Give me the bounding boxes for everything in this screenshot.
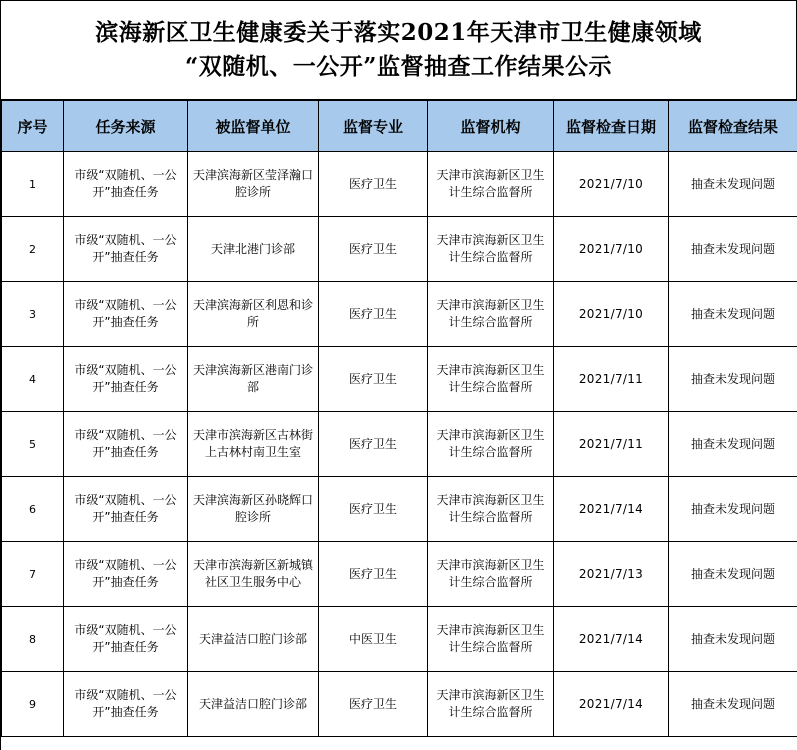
cell-index[interactable]: 7: [2, 542, 64, 607]
cell-supervised-unit[interactable]: 天津滨海新区孙晓辉口腔诊所: [188, 477, 319, 542]
header-row: [2, 101, 797, 152]
header-inspection-result: 监督检查结果: [669, 101, 797, 152]
cell-agency[interactable]: 天津市滨海新区卫生计生综合监督所: [428, 477, 554, 542]
table-row: [2, 347, 797, 412]
cell-date[interactable]: 2021/7/11: [554, 347, 669, 412]
cell-task-source[interactable]: 市级“双随机、一公开”抽查任务: [64, 477, 188, 542]
results-table: [1, 100, 797, 737]
cell-date[interactable]: 2021/7/14: [554, 607, 669, 672]
cell-date[interactable]: 2021/7/10: [554, 152, 669, 217]
cell-supervised-unit[interactable]: 天津市滨海新区古林街上古林村南卫生室: [188, 412, 319, 477]
table-row: [2, 672, 797, 737]
cell-task-source[interactable]: 市级“双随机、一公开”抽查任务: [64, 607, 188, 672]
cell-specialty[interactable]: 医疗卫生: [319, 542, 428, 607]
cell-task-source[interactable]: 市级“双随机、一公开”抽查任务: [64, 282, 188, 347]
cell-agency[interactable]: 天津市滨海新区卫生计生综合监督所: [428, 282, 554, 347]
cell-agency[interactable]: 天津市滨海新区卫生计生综合监督所: [428, 412, 554, 477]
header-agency: 监督机构: [428, 101, 554, 152]
cell-index[interactable]: 4: [2, 347, 64, 412]
title-line-1: 滨海新区卫生健康委关于落实2021年天津市卫生健康领域: [95, 19, 702, 46]
cell-task-source[interactable]: 市级“双随机、一公开”抽查任务: [64, 412, 188, 477]
cell-supervised-unit[interactable]: 天津滨海新区利恩和诊所: [188, 282, 319, 347]
cell-index[interactable]: 6: [2, 477, 64, 542]
cell-date[interactable]: 2021/7/14: [554, 672, 669, 737]
cell-agency[interactable]: 天津市滨海新区卫生计生综合监督所: [428, 672, 554, 737]
cell-supervised-unit[interactable]: 天津北港门诊部: [188, 217, 319, 282]
cell-specialty[interactable]: 医疗卫生: [319, 347, 428, 412]
table-row: [2, 217, 797, 282]
cell-result[interactable]: 抽查未发现问题: [669, 347, 797, 412]
cell-task-source[interactable]: 市级“双随机、一公开”抽查任务: [64, 217, 188, 282]
cell-specialty[interactable]: 医疗卫生: [319, 412, 428, 477]
cell-result[interactable]: 抽查未发现问题: [669, 477, 797, 542]
cell-result[interactable]: 抽查未发现问题: [669, 217, 797, 282]
cell-specialty[interactable]: 医疗卫生: [319, 477, 428, 542]
cell-task-source[interactable]: 市级“双随机、一公开”抽查任务: [64, 152, 188, 217]
cell-index[interactable]: 5: [2, 412, 64, 477]
cell-specialty[interactable]: 医疗卫生: [319, 217, 428, 282]
cell-result[interactable]: 抽查未发现问题: [669, 672, 797, 737]
cell-result[interactable]: 抽查未发现问题: [669, 542, 797, 607]
header-inspection-date: 监督检查日期: [554, 101, 669, 152]
cell-agency[interactable]: 天津市滨海新区卫生计生综合监督所: [428, 542, 554, 607]
cell-agency[interactable]: 天津市滨海新区卫生计生综合监督所: [428, 347, 554, 412]
header-task-source: 任务来源: [64, 101, 188, 152]
cell-date[interactable]: 2021/7/13: [554, 542, 669, 607]
cell-supervised-unit[interactable]: 天津滨海新区莹泽瀚口腔诊所: [188, 152, 319, 217]
cell-date[interactable]: 2021/7/14: [554, 477, 669, 542]
document-title: [1, 0, 797, 100]
cell-date[interactable]: 2021/7/11: [554, 412, 669, 477]
cell-result[interactable]: 抽查未发现问题: [669, 412, 797, 477]
table-row: [2, 477, 797, 542]
cell-specialty[interactable]: 医疗卫生: [319, 672, 428, 737]
table-row: [2, 282, 797, 347]
cell-task-source[interactable]: 市级“双随机、一公开”抽查任务: [64, 347, 188, 412]
cell-index[interactable]: 2: [2, 217, 64, 282]
cell-result[interactable]: 抽查未发现问题: [669, 152, 797, 217]
table-row: [2, 607, 797, 672]
cell-result[interactable]: 抽查未发现问题: [669, 282, 797, 347]
cell-agency[interactable]: 天津市滨海新区卫生计生综合监督所: [428, 217, 554, 282]
table-row: [2, 412, 797, 477]
cell-supervised-unit[interactable]: 天津市滨海新区新城镇社区卫生服务中心: [188, 542, 319, 607]
cell-index[interactable]: 1: [2, 152, 64, 217]
table-row: [2, 542, 797, 607]
cell-agency[interactable]: 天津市滨海新区卫生计生综合监督所: [428, 607, 554, 672]
cell-specialty[interactable]: 中医卫生: [319, 607, 428, 672]
cell-index[interactable]: 8: [2, 607, 64, 672]
cell-date[interactable]: 2021/7/10: [554, 282, 669, 347]
header-specialty: 监督专业: [319, 101, 428, 152]
table-row: [2, 152, 797, 217]
cell-index[interactable]: 9: [2, 672, 64, 737]
cell-supervised-unit[interactable]: 天津滨海新区港南门诊部: [188, 347, 319, 412]
cell-task-source[interactable]: 市级“双随机、一公开”抽查任务: [64, 542, 188, 607]
cell-supervised-unit[interactable]: 天津益洁口腔门诊部: [188, 607, 319, 672]
title-line-2: “双随机、一公开”监督抽查工作结果公示: [185, 53, 612, 80]
cell-agency[interactable]: 天津市滨海新区卫生计生综合监督所: [428, 152, 554, 217]
cell-index[interactable]: 3: [2, 282, 64, 347]
cell-result[interactable]: 抽查未发现问题: [669, 607, 797, 672]
cell-supervised-unit[interactable]: 天津益洁口腔门诊部: [188, 672, 319, 737]
header-index: 序号: [2, 101, 64, 152]
header-supervised-unit: 被监督单位: [188, 101, 319, 152]
cell-specialty[interactable]: 医疗卫生: [319, 152, 428, 217]
cell-date[interactable]: 2021/7/10: [554, 217, 669, 282]
cell-specialty[interactable]: 医疗卫生: [319, 282, 428, 347]
cell-task-source[interactable]: 市级“双随机、一公开”抽查任务: [64, 672, 188, 737]
